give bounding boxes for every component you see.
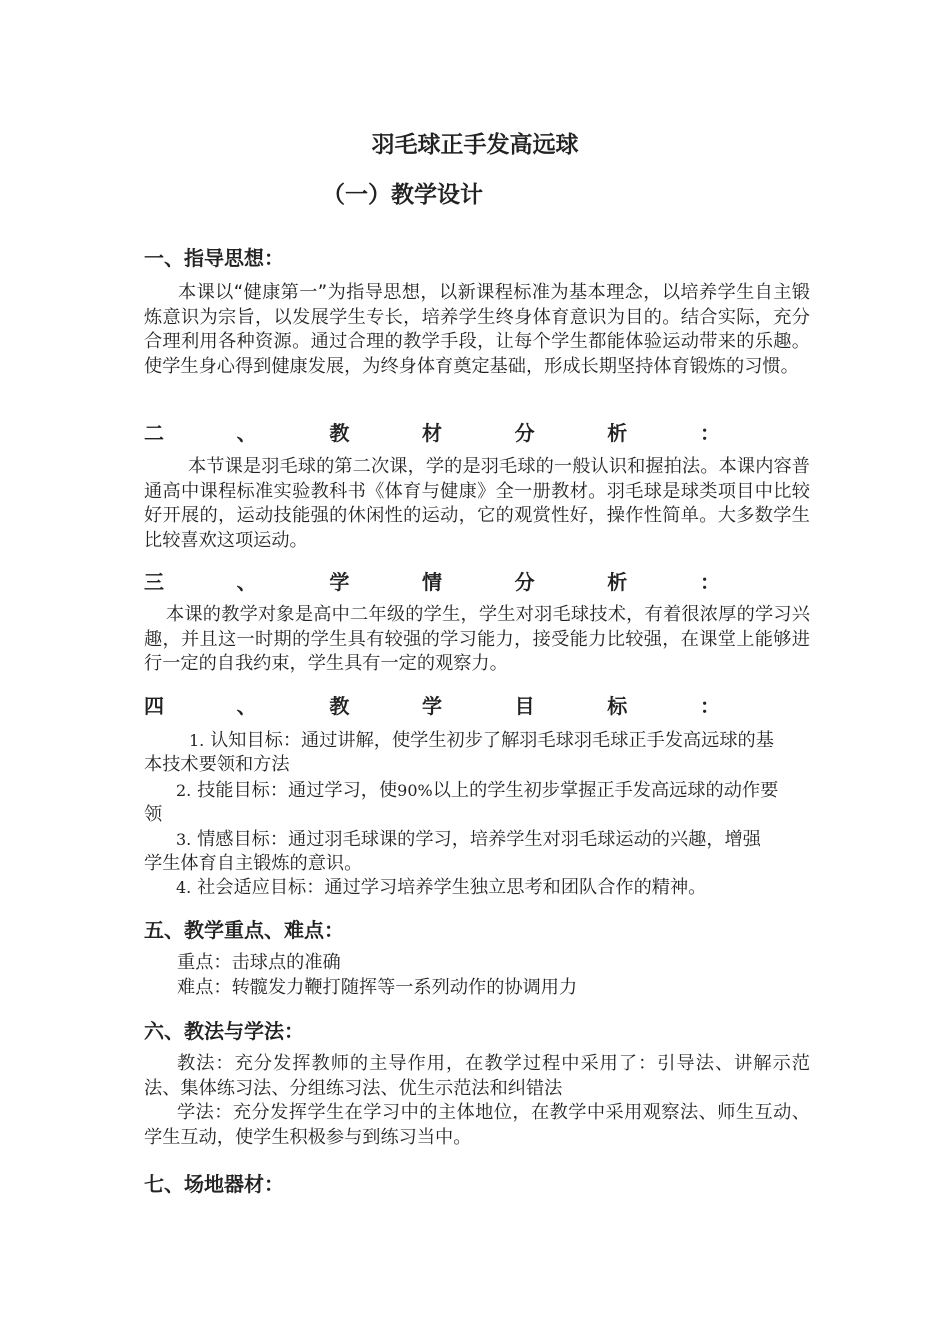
goal-number: 1. (189, 731, 205, 750)
heading-char: 、 (236, 570, 257, 594)
heading-char: 学 (421, 694, 442, 718)
goal-affective-cont: 学生体育自主锻炼的意识。 (144, 853, 363, 874)
goal-cognitive (189, 729, 774, 753)
goal-percent: 90% (397, 781, 433, 800)
heading-char: 二 (144, 421, 164, 445)
heading-char: 目 (514, 694, 535, 718)
section-heading-material-analysis (144, 417, 720, 446)
section-body-guiding-thought: 本课以“健康第一”为指导思想，以新课程标准为基本理念，以培养学生自主锻炼意识为宗旨，以发展学生专长，培养学生终身体育意识为目的。结合实际，充分合理利用各种资源。通过合理的教学手段，让每个学生都能体验运动带来的乐趣。使学生身心得到健康发展，为终身体育奠定基础，形成长期坚持体育锻炼的习惯。 (144, 282, 810, 377)
heading-char: 材 (421, 421, 442, 445)
heading-char: 教 (329, 421, 350, 445)
teaching-method: 教法：充分发挥教师的主导作用，在教学过程中采用了：引导法、讲解示范法、集体练习法、分组练习法、优生示范法和纠错法 (144, 1053, 810, 1099)
document-subtitle: （一）教学设计 (322, 182, 483, 208)
heading-char: 学 (329, 570, 350, 594)
difficult-point: 难点：转髋发力鞭打随挥等一系列动作的协调用力 (177, 977, 578, 998)
section-heading-key-points: 五、教学重点、难点： (144, 918, 344, 942)
heading-char: 标 (607, 694, 628, 718)
heading-char: 分 (514, 421, 535, 445)
heading-char: ： (699, 570, 720, 594)
heading-char: 情 (421, 570, 442, 594)
goal-text: 认知目标：通过讲解，使学生初步了解羽毛球羽毛球正手发高远球的基 (210, 730, 774, 751)
section-heading-methods: 六、教法与学法： (144, 1019, 304, 1043)
key-point: 重点：击球点的准确 (177, 952, 341, 973)
learning-method: 学法：充分发挥学生在学习中的主体地位，在教学中采用观察法、师生互动、学生互动，使学生积极参与到练习当中。 (144, 1102, 810, 1148)
goal-skill-cont: 领 (144, 804, 163, 825)
heading-char: 教 (329, 694, 350, 718)
section-heading-learner-analysis (144, 566, 720, 595)
section-body-learner-analysis: 本课的教学对象是高中二年级的学生，学生对羽毛球技术，有着很浓厚的学习兴趣，并且这一时期的学生具有较强的学习能力，接受能力比较强，在课堂上能够进行一定的自我约束，学生具有一定的观察力。 (144, 604, 810, 674)
heading-char: 分 (514, 570, 535, 594)
goal-skill (176, 779, 778, 803)
goal-social (176, 876, 706, 900)
section-heading-venue-equipment: 七、场地器材： (144, 1172, 284, 1196)
goal-cognitive-cont: 本技术要领和方法 (144, 754, 290, 775)
goal-text: 社会适应目标：通过学习培养学生独立思考和团队合作的精神。 (197, 877, 707, 898)
goal-number: 4. (176, 878, 192, 897)
heading-char: 析 (607, 421, 628, 445)
heading-char: ： (699, 421, 720, 445)
goal-number: 3. (176, 830, 192, 849)
goal-text: 技能目标：通过学习，使 (197, 780, 398, 801)
document-title: 羽毛球正手发高远球 (371, 132, 579, 158)
heading-char: 四 (144, 694, 164, 718)
section-body-material-analysis: 本节课是羽毛球的第二次课，学的是羽毛球的一般认识和握拍法。本课内容普通高中课程标准实验教科书《体育与健康》全一册教材。羽毛球是球类项目中比较好开展的，运动技能强的休闲性的运动，它的观赏性好，操作性简单。大多数学生比较喜欢这项运动。 (144, 456, 810, 551)
goal-text: 以上的学生初步掌握正手发高远球的动作要 (432, 780, 779, 801)
heading-char: 析 (607, 570, 628, 594)
goal-text: 情感目标：通过羽毛球课的学习，培养学生对羽毛球运动的兴趣，增强 (197, 829, 761, 850)
goal-number: 2. (176, 781, 192, 800)
goal-affective (176, 828, 761, 852)
heading-char: 、 (236, 694, 257, 718)
heading-char: 、 (236, 421, 257, 445)
section-heading-teaching-goals (144, 690, 720, 719)
heading-char: ： (699, 694, 720, 718)
section-heading-guiding-thought: 一、指导思想： (144, 246, 284, 270)
heading-char: 三 (144, 570, 164, 594)
